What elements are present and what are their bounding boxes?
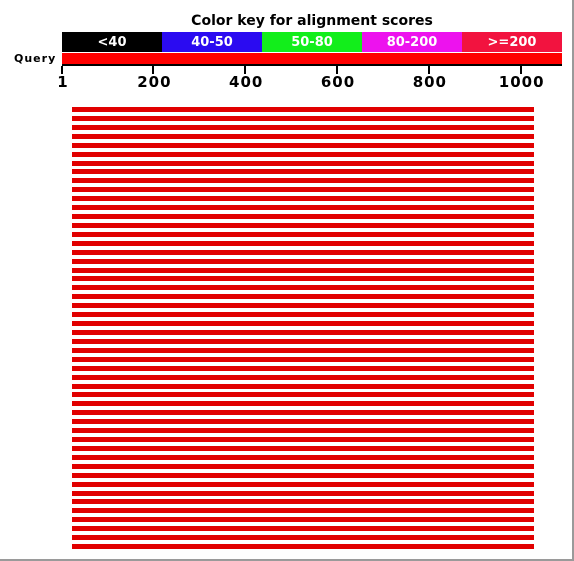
hit-line[interactable] <box>72 384 534 389</box>
hit-line[interactable] <box>72 455 534 460</box>
color-key-segment: 40-50 <box>162 32 262 52</box>
hit-line[interactable] <box>72 482 534 487</box>
hit-line[interactable] <box>72 178 534 183</box>
hit-line[interactable] <box>72 508 534 513</box>
hit-line[interactable] <box>72 285 534 290</box>
hit-line[interactable] <box>72 268 534 273</box>
axis-tick-label: 1 <box>57 73 69 91</box>
hit-line[interactable] <box>72 321 534 326</box>
color-key-title: Color key for alignment scores <box>191 13 433 29</box>
axis-tick-label: 400 <box>229 73 264 91</box>
hit-line[interactable] <box>72 232 534 237</box>
hit-line[interactable] <box>72 330 534 335</box>
color-key-segment: 50-80 <box>262 32 362 52</box>
hit-line[interactable] <box>72 214 534 219</box>
hit-line[interactable] <box>72 473 534 478</box>
hit-line[interactable] <box>72 303 534 308</box>
hit-line[interactable] <box>72 161 534 166</box>
hit-line[interactable] <box>72 366 534 371</box>
hit-line[interactable] <box>72 339 534 344</box>
hit-line[interactable] <box>72 241 534 246</box>
color-key-bar <box>62 32 562 52</box>
hit-line[interactable] <box>72 517 534 522</box>
hit-line[interactable] <box>72 375 534 380</box>
query-bar <box>62 53 562 64</box>
hit-line[interactable] <box>72 312 534 317</box>
hit-line[interactable] <box>72 223 534 228</box>
hit-line[interactable] <box>72 464 534 469</box>
hit-line[interactable] <box>72 250 534 255</box>
hit-line[interactable] <box>72 357 534 362</box>
hit-line[interactable] <box>72 125 534 130</box>
hit-line[interactable] <box>72 401 534 406</box>
hit-line[interactable] <box>72 116 534 121</box>
axis-tick-label: 800 <box>412 73 447 91</box>
hit-line[interactable] <box>72 392 534 397</box>
hit-line[interactable] <box>72 276 534 281</box>
hit-line[interactable] <box>72 348 534 353</box>
axis-line <box>62 64 562 66</box>
hit-line[interactable] <box>72 535 534 540</box>
hit-line[interactable] <box>72 205 534 210</box>
hit-line[interactable] <box>72 107 534 112</box>
query-label: Query <box>14 52 57 65</box>
hit-line[interactable] <box>72 410 534 415</box>
hit-line[interactable] <box>72 446 534 451</box>
hit-line[interactable] <box>72 134 534 139</box>
hit-line[interactable] <box>72 294 534 299</box>
axis-tick-label: 200 <box>137 73 172 91</box>
hit-line[interactable] <box>72 143 534 148</box>
hit-line[interactable] <box>72 169 534 174</box>
hit-line[interactable] <box>72 419 534 424</box>
hit-line[interactable] <box>72 187 534 192</box>
hit-line[interactable] <box>72 259 534 264</box>
color-key-segment: <40 <box>62 32 162 52</box>
hit-line[interactable] <box>72 526 534 531</box>
hit-line[interactable] <box>72 544 534 549</box>
hit-line[interactable] <box>72 499 534 504</box>
hit-line[interactable] <box>72 491 534 496</box>
alignment-hits <box>72 107 534 553</box>
axis-tick-label: 1000 <box>498 73 545 91</box>
color-key-segment: >=200 <box>462 32 562 52</box>
hit-line[interactable] <box>72 152 534 157</box>
axis-tick-label: 600 <box>320 73 356 91</box>
hit-line[interactable] <box>72 437 534 442</box>
hit-line[interactable] <box>72 196 534 201</box>
hit-line[interactable] <box>72 428 534 433</box>
color-key-segment: 80-200 <box>362 32 462 52</box>
